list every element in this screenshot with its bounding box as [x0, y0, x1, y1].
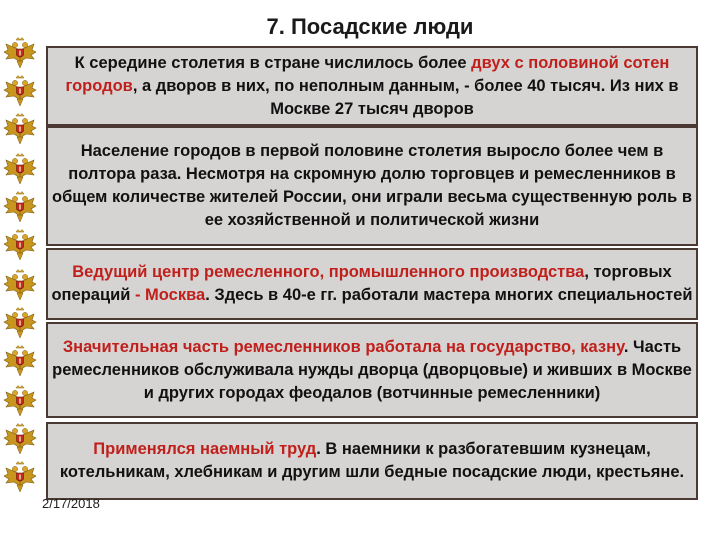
highlight-text: двух с половиной сотен городов [65, 53, 670, 95]
page-title: 7. Посадские люди [266, 14, 474, 39]
double-headed-eagle-icon [2, 36, 38, 72]
double-headed-eagle-icon [2, 74, 38, 110]
info-box-population [46, 126, 698, 246]
info-box-moscow-center [46, 248, 698, 320]
text-segment: . Часть ремесленников обслуживала нужды дворца (дворцовые) и живших в Москве и других городах феодалов (вотчинные ремесленники) [52, 337, 692, 402]
highlight-text: - Москва [134, 286, 206, 304]
text-segment: , торговых операций [51, 263, 672, 304]
highlight-text: Значительная часть ремесленников работала на государство, казну [62, 337, 624, 356]
text-segment: К середине столетия в стране числилось более [74, 53, 472, 72]
emblem-column [0, 36, 40, 506]
double-headed-eagle-icon [2, 190, 38, 226]
box-text [48, 52, 696, 121]
double-headed-eagle-icon [2, 344, 38, 380]
info-box-cities [46, 46, 698, 126]
text-segment: . В наемники к разбогатевшим кузнецам, котельникам, хлебникам и другим шли бедные посадские люди, крестьяне. [59, 440, 685, 481]
double-headed-eagle-icon [2, 384, 38, 420]
info-box-hired-labor [46, 422, 698, 500]
box-text [48, 438, 696, 484]
double-headed-eagle-icon [2, 152, 38, 188]
text-segment: Население городов в первой половине столетия выросло более чем в полтора раза. Несмотря на скромную долю торговцев и ремесленников в общем количестве жителей России, они играли весьма существенную роль в ее хозяйственной и политической жизни [52, 142, 692, 229]
highlight-text: Ведущий центр ремесленного, промышленного производства [72, 263, 585, 281]
text-segment: , а дворов в них, по неполным данным, - более 40 тысяч. Из них в Москве 27 тысяч дворов [132, 76, 679, 118]
double-headed-eagle-icon [2, 112, 38, 148]
double-headed-eagle-icon [2, 228, 38, 264]
info-box-artisans [46, 322, 698, 418]
double-headed-eagle-icon [2, 460, 38, 496]
double-headed-eagle-icon [2, 268, 38, 304]
highlight-text: Применялся наемный труд [93, 440, 317, 458]
box-text [48, 140, 696, 232]
slide-date: 2/17/2018 [42, 496, 100, 511]
box-text [48, 261, 696, 307]
double-headed-eagle-icon [2, 306, 38, 342]
double-headed-eagle-icon [2, 422, 38, 458]
box-text [48, 336, 696, 405]
text-segment: . Здесь в 40-е гг. работали мастера многих специальностей [205, 286, 693, 304]
